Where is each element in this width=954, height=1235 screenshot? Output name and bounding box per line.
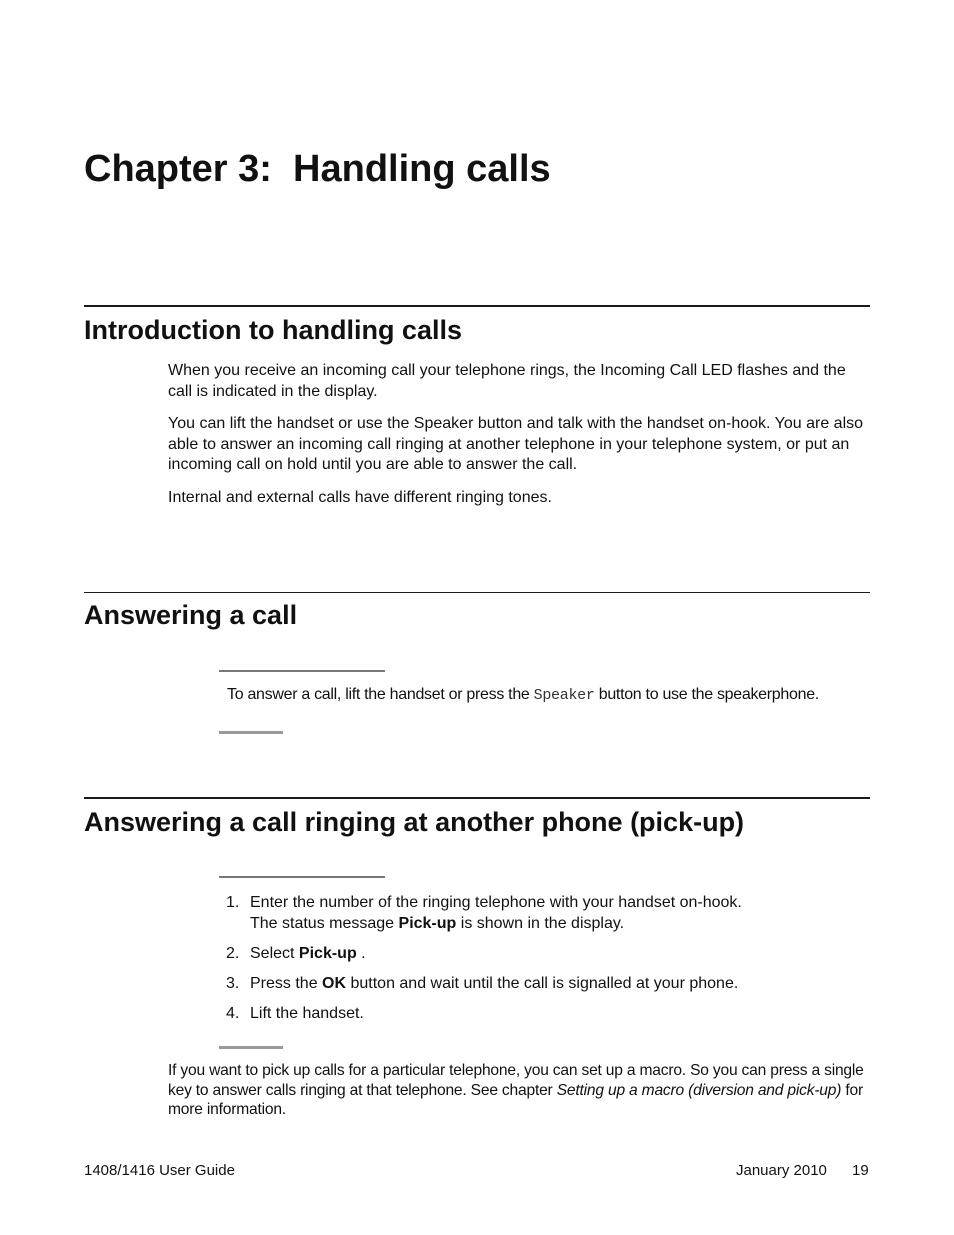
- step-number: 3.: [226, 975, 240, 992]
- procedure-end-rule: [219, 731, 283, 734]
- section-heading-pickup: Answering a call ringing at another phone (pick-up): [84, 807, 745, 837]
- footer-date: January 2010: [736, 1162, 827, 1179]
- step-text: [250, 943, 366, 964]
- step-number: 4.: [226, 1005, 240, 1022]
- step-line: .: [356, 945, 366, 962]
- section-heading-introduction: Introduction to handling calls: [84, 315, 462, 345]
- answering-text: button to use the speakerphone.: [594, 686, 819, 703]
- pickup-option-label: Pick-up: [298, 945, 357, 962]
- status-message-label: Pick-up: [398, 915, 457, 932]
- section-divider: [84, 797, 870, 799]
- section-divider: [84, 592, 870, 593]
- chapter-reference: Setting up a macro (diversion and pick-up): [556, 1081, 842, 1099]
- speaker-button-name: Speaker: [533, 687, 595, 704]
- step-number: 1.: [226, 894, 240, 911]
- procedure-end-rule: [219, 1046, 283, 1049]
- step-text: Lift the handset.: [250, 1005, 364, 1022]
- list-item: [226, 973, 866, 994]
- step-line: Press the: [250, 975, 323, 992]
- step-line: Select: [250, 945, 299, 962]
- list-item: [226, 943, 866, 964]
- note-text: for more information.: [168, 1081, 863, 1118]
- step-line: Enter the number of the ringing telephone with your handset on-hook.: [250, 894, 742, 911]
- pickup-steps-list: [226, 892, 866, 1033]
- answering-text: To answer a call, lift the handset or press the: [227, 686, 534, 703]
- chapter-title: Chapter 3: Handling calls: [84, 148, 551, 190]
- procedure-start-rule: [219, 876, 385, 878]
- footer-doc-title: 1408/1416 User Guide: [84, 1162, 235, 1179]
- procedure-start-rule: [219, 670, 385, 672]
- pickup-note-paragraph: [168, 1061, 872, 1120]
- ok-button-label: OK: [322, 975, 347, 992]
- list-item: [226, 1003, 866, 1024]
- step-number: 2.: [226, 945, 240, 962]
- footer-page-number: 19: [852, 1162, 869, 1179]
- intro-paragraph-1: When you receive an incoming call your telephone rings, the Incoming Call LED flashes and the call is indicated in the display.: [168, 362, 846, 400]
- list-item: [226, 892, 866, 934]
- answering-instruction: [227, 685, 877, 707]
- step-text: [250, 892, 742, 934]
- section-divider: [84, 305, 870, 307]
- step-line: button and wait until the call is signalled at your phone.: [346, 975, 739, 992]
- step-line: The status message: [250, 915, 399, 932]
- step-text: [250, 973, 738, 994]
- note-text: If you want to pick up calls for a particular telephone, you can set up a macro. So you can press a single key to answer calls ringing at that telephone. See chapter: [168, 1062, 864, 1099]
- intro-paragraph-2: You can lift the handset or use the Speaker button and talk with the handset on-hook. You are also able to answer an incoming call ringing at another telephone in your telephone system, or put an incoming call on hold until you are able to answer the call.: [168, 415, 864, 473]
- step-line: is shown in the display.: [456, 915, 625, 932]
- intro-paragraph-3: Internal and external calls have different ringing tones.: [168, 489, 552, 506]
- section-heading-answering: Answering a call: [84, 600, 298, 630]
